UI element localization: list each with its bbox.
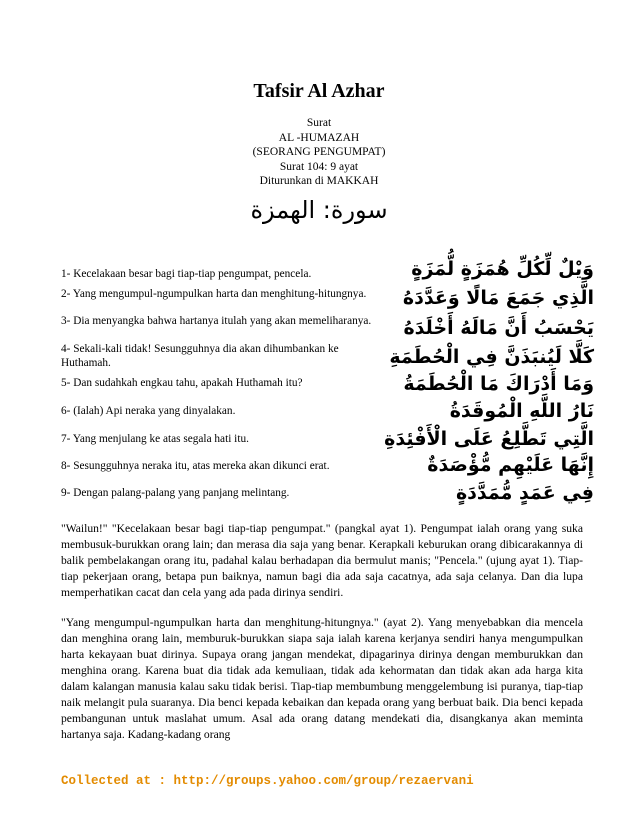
- header-line: (SEORANG PENGUMPAT): [252, 146, 386, 158]
- verse-translation: 7- Yang menjulang ke atas segala hati itu.: [61, 433, 249, 445]
- verse-arabic: نَارُ اللَّهِ الْمُوقَدَةُ: [449, 400, 594, 422]
- verse-translation: 4- Sekali-kali tidak! Sesungguhnya dia akan dihumbankan ke Huthamah.: [61, 343, 339, 369]
- verse-translation: 6- (Ialah) Api neraka yang dinyalakan.: [61, 405, 236, 417]
- verse-translation: 2- Yang mengumpul-ngumpulkan harta dan menghitung-hitungnya.: [61, 288, 367, 300]
- verse-arabic: فِي عَمَدٍ مُّمَدَّدَةٍ: [455, 482, 594, 504]
- header-line: Surat: [306, 117, 332, 129]
- verse-arabic: الَّتِي تَطَّلِعُ عَلَى الْأَفْئِدَةِ: [384, 428, 594, 450]
- header-line: Surat 104: 9 ayat: [279, 160, 359, 173]
- surah-header: [0, 116, 638, 189]
- verse-arabic: وَمَا أَدْرَاكَ مَا الْحُطَمَةُ: [403, 373, 594, 395]
- verse-translation: 5- Dan sudahkah engkau tahu, apakah Huthamah itu?: [61, 377, 303, 389]
- page-title: Tafsir Al Azhar: [253, 80, 385, 102]
- header-line: Diturunkan di MAKKAH: [259, 175, 379, 187]
- commentary-paragraph: "Yang mengumpul-ngumpulkan harta dan menghitung-hitungnya." (ayat 2). Yang menyebabkan dia mencela dan menghina orang lain, memburuk-burukkan siapa saja ialah karena kerjanya sendiri hanya mengumpulkan harta kekayaan buat dirinya. Supaya orang jangan mendekat, dipagarinya dirinya dengan memburukkan dan menghina orang. Karena buat dia tidak ada kemuliaan, tidak ada kehormatan dan tidak akan ada harga kita dalam kalangan manusia kalau saku tidak berisi. Tiap-tiap membumbung menggelembung isi puranya, tiap-tiap naik melangit pula suaranya. Dia benci kepada kebaikan dan kepada orang yang berbuat baik. Dia benci kepada pembangunan untuk maslahat umum. Asal ada orang datang mendekati dia, disangkanya akan meminta hartanya saja. Kadang-kadang orang: [61, 616, 583, 741]
- verse-arabic: وَيْلٌ لِّكُلِّ هُمَزَةٍ لُّمَزَةٍ: [411, 258, 594, 280]
- verse-translation: 9- Dengan palang-palang yang panjang melintang.: [61, 487, 290, 499]
- arabic-surah-heading: سورة: الهمزة: [250, 196, 388, 224]
- commentary-paragraph: "Wailun!" "Kecelakaan besar bagi tiap-tiap pengumpat." (pangkal ayat 1). Pengumpat ialah orang yang suka membusuk-burukkan orang lain; dan merasa dia saja yang benar. Kerapkali keburukan orang dibicarakannya di balik pembelakangan orang itu, padahal kalau berhadapan dia bermulut manis; "Pencela." (ujung ayat 1). Tiap-tiap pekerjaan orang, betapa pun baiknya, namun bagi dia ada saja cacatnya, ada saja celanya. Dan dia lupa memperhatikan cacat dan cela yang ada pada dirinya sendiri.: [61, 522, 583, 599]
- verse-translation: 1- Kecelakaan besar bagi tiap-tiap pengumpat, pencela.: [61, 268, 312, 280]
- verse-arabic: الَّذِي جَمَعَ مَالًا وَعَدَّدَهُ: [402, 287, 594, 309]
- verse-translation: 3- Dia menyangka bahwa hartanya itulah yang akan memeliharanya.: [61, 315, 372, 327]
- verse-arabic: يَحْسَبُ أَنَّ مَالَهُ أَخْلَدَهُ: [403, 317, 594, 339]
- verse-arabic: إِنَّهَا عَلَيْهِم مُّؤْصَدَةٌ: [427, 454, 594, 476]
- header-line: AL -HUMAZAH: [278, 131, 360, 144]
- verse-arabic: كَلَّا لَيُنبَذَنَّ فِي الْحُطَمَةِ: [389, 346, 594, 368]
- verse-translation: 8- Sesungguhnya neraka itu, atas mereka akan dikunci erat.: [61, 460, 330, 472]
- footer-source-note: Collected at : http://groups.yahoo.com/group/rezaervani: [61, 774, 474, 788]
